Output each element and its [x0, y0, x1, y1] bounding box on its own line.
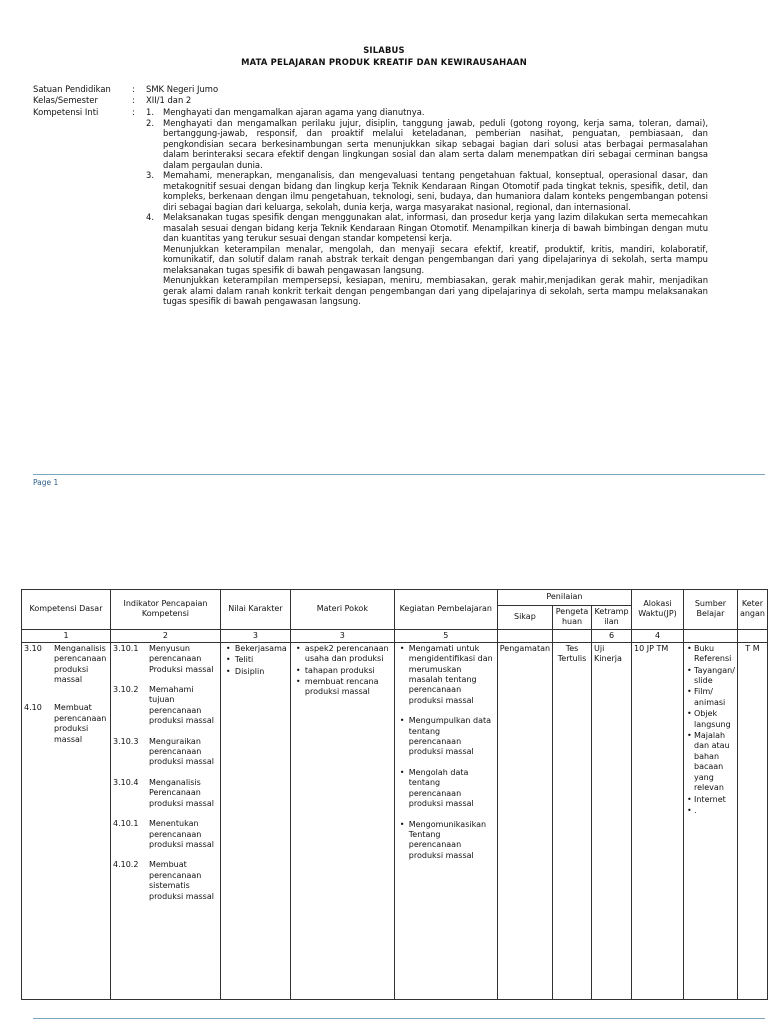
cell-sikap: Pengamatan [497, 642, 552, 999]
list-item: • Film/ animasi [686, 687, 735, 708]
list-item: • Tayangan/ slide [686, 666, 735, 687]
list-item: • Mengumpulkan data tentang perencanaan produksi massal [397, 716, 495, 758]
header-sumber: Sumber Belajar [684, 590, 738, 630]
col-number: 4 [632, 629, 684, 642]
header-keterampilan: Ketramp ilan [592, 606, 632, 630]
header-penilaian: Penilaian [497, 590, 631, 606]
ki-item: 2. Menghayati dan mengamalkan perilaku jujur, disiplin, tanggung jawab, peduli (gotong royong, kerja sama, toleran, damai), bertanggung-jawab, responsif, dan proaktif melalui keteladanan, pemberian nasihat, penguatan, pembiasaan, dan pengkondisian secara berkesinambungan serta menunjukkan sikap sebagai bagian dari solusi atas berbagai permasalahan dalam berinteraksi secara efektif dengan lingkungan sosial dan alam serta dalam menempatkan diri sebagai cerminan bangsa dalam pergaulan dunia. [146, 117, 708, 170]
list-item: • . [686, 806, 735, 816]
materi-list [293, 644, 392, 698]
meta-value: XII/1 dan 2 [146, 95, 192, 105]
silabus-table [21, 589, 768, 1000]
col-number: 1 [22, 629, 111, 642]
meta-colon: : [132, 84, 135, 94]
ki-item: 3. Memahami, menerapkan, menganalisis, dan mengevaluasi tentang pengetahuan faktual, konseptual, operasional dasar, dan metakognitif sesuai dengan bidang dan lingkup kerja Teknik Kendaraan Ringan Otomotif pada tingkat teknis, spesifik, detil, dan kompleks, berkenaan dengan ilmu pengetahuan, teknologi, seni, budaya, dan humaniora dalam konteks pengembangan potensi diri sebagai bagian dari keluarga, sekolah, dunia kerja, warga masyarakat nasional, regional, dan internasional. [146, 170, 708, 212]
cell-indikator [110, 642, 220, 999]
header-keterangan: Keter angan [737, 590, 767, 630]
header-pengetahuan: Pengeta huan [553, 606, 592, 630]
page-divider [33, 474, 765, 475]
col-number: 3 [290, 629, 394, 642]
cell-sumber [684, 642, 738, 999]
indikator-item: 4.10.1 Menentukan perencanaan produksi massal [112, 819, 214, 849]
header-alokasi: Alokasi Waktu(JP) [632, 590, 684, 630]
list-item: • membuat rencana produksi massal [293, 677, 392, 698]
cell-kegiatan [394, 642, 497, 999]
ki-item: 4. Melaksanakan tugas spesifik dengan menggunakan alat, informasi, dan prosedur kerja yang lazim dilakukan serta memecahkan masalah sesuai dengan bidang kerja Teknik Kendaraan Ringan Otomotif. Menampilkan kinerja di bawah bimbingan dengan mutu dan kuantitas yang terukur sesuai dengan standar kompetensi kerja. [146, 212, 708, 243]
cell-alokasi: 10 JP TM [632, 642, 684, 999]
list-item: • Buku Referensi [686, 644, 735, 665]
nilai-list [223, 644, 288, 677]
indikator-item: 3.10.4 Menganalisis Perencanaan produksi massal [112, 777, 214, 808]
cell-kompetensi-dasar [22, 642, 111, 999]
list-item: • Disiplin [223, 667, 288, 677]
cell-nilai-karakter [220, 642, 290, 999]
col-number: 6 [592, 629, 632, 642]
header-kompetensi-dasar: Kompetensi Dasar [22, 590, 111, 630]
list-item: • Teliti [223, 655, 288, 665]
meta-label: Kelas/Semester [33, 95, 98, 105]
list-item: • Bekerjasama [223, 644, 288, 654]
header-materi-pokok: Materi Pokok [290, 590, 394, 630]
col-number [497, 629, 552, 642]
indikator-item: 3.10.3 Menguraikan perencanaan produksi massal [112, 736, 214, 767]
header-indikator: Indikator Pencapaian Kompetensi [110, 590, 220, 630]
meta-label: Satuan Pendidikan [33, 84, 111, 94]
col-number: 2 [110, 629, 220, 642]
list-item: • Mengomunikasikan Tentang perencanaan produksi massal [397, 820, 495, 862]
table-row [22, 642, 768, 999]
ki-item: 1. Menghayati dan mengamalkan ajaran agama yang dianutnya. [146, 107, 425, 117]
indikator-item: 4.10.2 Membuat perencanaan sistematis produksi massal [112, 860, 214, 901]
ki-extra-paragraph: Menunjukkan keterampilan mempersepsi, kesiapan, meniru, membiasakan, gerak mahir,menjadikan gerak mahir, menjadikan gerak alami dalam ranah konkrit terkait dengan pengembangan dari yang dipelajarinya di sekolah, serta mampu melaksanakan tugas spesifik di bawah pengawasan langsung. [163, 275, 708, 306]
cell-keterangan: T M [737, 642, 767, 999]
col-number [553, 629, 592, 642]
indikator-item: 3.10.1 Menyusun perencanaan Produksi massal [112, 643, 214, 674]
list-item: • Mengamati untuk mengidentifikasi dan merumuskan masalah tentang perencanaan produksi massal [397, 644, 495, 706]
list-item: • Mengolah data tentang perencanaan produksi massal [397, 768, 495, 810]
kegiatan-list [397, 644, 495, 861]
ki-extra-paragraph: Menunjukkan keterampilan menalar, mengolah, dan menyaji secara efektif, kreatif, produktif, kritis, mandiri, kolaboratif, komunikatif, dan solutif dalam ranah abstrak terkait dengan pengembangan dari yang dipelajarinya di sekolah, serta mampu melaksanakan tugas spesifik di bawah pengawasan langsung. [163, 243, 708, 275]
meta-colon: : [132, 107, 135, 117]
meta-label: Kompetensi Inti [33, 107, 99, 117]
meta-value: SMK Negeri Jumo [146, 84, 219, 94]
header-sikap: Sikap [497, 606, 552, 630]
header-nilai-karakter: Nilai Karakter [220, 590, 290, 630]
col-number [684, 629, 738, 642]
cell-materi-pokok [290, 642, 394, 999]
document-subtitle: MATA PELAJARAN PRODUK KREATIF DAN KEWIRAUSAHAAN [241, 57, 527, 67]
list-item: • aspek2 perencanaan usaha dan produksi [293, 644, 392, 665]
col-number [737, 629, 767, 642]
cell-keterampilan: Uji Kinerja [592, 642, 632, 999]
cell-pengetahuan: Tes Tertulis [553, 642, 592, 999]
kd-item: 4.10 Membuat perencanaan produksi massal [24, 703, 107, 744]
list-item: • Majalah dan atau bahan bacaan yang relevan [686, 731, 735, 793]
list-item: • tahapan produksi [293, 666, 392, 676]
kompetensi-inti-list [146, 107, 708, 307]
kd-item: 3.10 Menganalisis perencanaan produksi massal [24, 643, 107, 685]
indikator-item: 3.10.2 Memahami tujuan perencanaan produksi massal [112, 685, 214, 726]
page-divider [33, 1018, 765, 1019]
list-item: • Internet [686, 795, 735, 805]
document-title: SILABUS [363, 45, 405, 55]
header-kegiatan: Kegiatan Pembelajaran [394, 590, 497, 630]
meta-colon: : [132, 95, 135, 105]
col-number: 5 [394, 629, 497, 642]
list-item: • Objek langsung [686, 709, 735, 730]
sumber-list [686, 644, 735, 817]
page-label: Page 1 [33, 478, 59, 487]
page-1 [0, 0, 768, 500]
col-number: 3 [220, 629, 290, 642]
